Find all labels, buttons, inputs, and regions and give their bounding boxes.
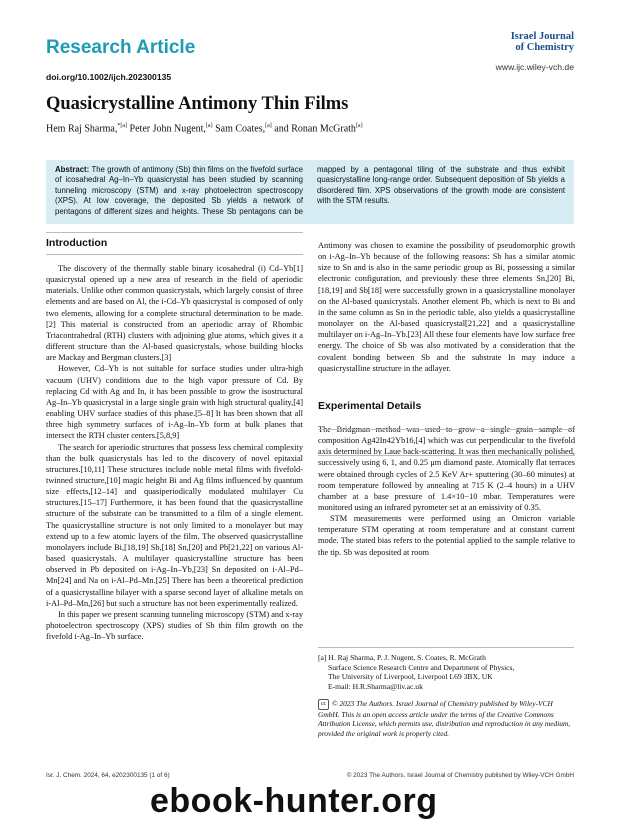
affiliation-line: The University of Liverpool, Liverpool L69 3BX, UK	[328, 672, 493, 682]
author-name: Hem Raj Sharma,	[46, 123, 118, 135]
journal-logo-line1: Israel Journal	[510, 31, 574, 42]
paragraph: The discovery of the thermally stable binary icosahedral (i) Cd–Yb[1] quasicrystal opened up a new area of research in the field of aperiodic materials. Unlike other common quasicrystals, which largely consist of three elements and are based on Al, the i-Cd–Yb quasicrystal is composed of only two elements, allowing for a complete structural determination to be made.[2] This material is constructed from an aperiodic array of Rhombic Triacontrahedral (RTH) clusters with adjoining glue atoms, which gives it a different structure than the Al-based quasicrystals, whose building blocks are Mackay and Bergman clusters.[3]	[46, 264, 303, 363]
affiliation-block	[318, 653, 574, 691]
footnote-rule	[318, 647, 574, 648]
affiliation-label: [a]	[318, 653, 327, 662]
left-column	[46, 237, 303, 642]
section-heading-introduction: Introduction	[46, 237, 108, 249]
abstract-text	[55, 165, 565, 217]
section-rule	[318, 429, 575, 430]
abstract-label: Abstract:	[55, 165, 90, 174]
page-footer	[46, 772, 574, 779]
footer-citation: Isr. J. Chem. 2024, 64, e202300135 (1 of 6)	[46, 772, 170, 779]
footer-copyright: © 2023 The Authors. Israel Journal of Chemistry published by Wiley-VCH GmbH	[346, 772, 574, 779]
paragraph: Antimony was chosen to examine the possibility of pseudomorphic growth on i-Ag–In–Yb because of the following reasons: Sb has a similar atomic size to Sn and is also in the same periodic group as Bi, possessing a similar electronic configuration, and previously these three elements Sn,[20] Bi,[18,19] and Sb[18] were successfully grown in a quasicrystalline monolayer on the Al-based quasicrystals. Another element Pb, which is next to Bi and in the same column as Sn in the periodic table, also yields a quasicrystalline monolayer on the Al-based quasicrystal[21,22] and a quasicrystalline multilayer on i-Ag–In–Yb.[23] All these four elements have low surface free energy. The choice of Sb was also motivated by a consideration that the covalent bonding between Sb and the substrate In may induce a quasicrystalline structure in the adlayer.	[318, 241, 575, 373]
author-name: Peter John Nugent,	[127, 123, 206, 135]
paragraph: However, Cd–Yb is not suitable for surface studies under ultra-high vacuum (UHV) conditions due to the high vapor pressure of Cd. By replacing Cd with Ag and In, it has been possible to grow the isostructural Ag–In–Yb quasicrystal in a large single grain with high structural quality,[4] enabling UHV surface studies of this phase.[5–8] It has been shown that all three high symmetry surfaces of i-Ag–In–Yb form at bulk planes that intersect the RTH cluster centers.[5,8,9]	[46, 364, 303, 441]
paragraph: In this paper we present scanning tunneling microscopy (STM) and x-ray photoelectron spectroscopy (XPS) studies of Sb thin film growth on the fivefold i-Ag–In–Yb surface.	[46, 609, 303, 642]
creative-commons-icon: cc	[318, 699, 329, 710]
doi-link[interactable]: doi.org/10.1002/ijch.202300135	[46, 72, 172, 82]
author-name: Sam Coates,	[212, 123, 266, 135]
section-rule	[46, 232, 303, 233]
author-affiliation-mark: *[a]	[117, 123, 128, 129]
journal-url-link[interactable]: www.ijc.wiley-vch.de	[495, 62, 574, 72]
article-type-label: Research Article	[46, 37, 196, 58]
introduction-body	[46, 263, 303, 642]
license-text: © 2023 The Authors. Israel Journal of Chemistry published by Wiley-VCH GmbH. This is an open access article under the terms of the Creative Commons Attribution License, which permits use, distribution and reproduction in any medium, provided the original work is properly cited.	[318, 699, 571, 738]
section-rule	[318, 455, 575, 456]
section-heading-experimental: Experimental Details	[318, 399, 422, 412]
paper-title: Quasicrystalline Antimony Thin Films	[46, 94, 349, 114]
abstract-body: The growth of antimony (Sb) thin films on the fivefold surface of icosahedral Ag–In–Yb quasicrystal has been studied by scanning tunneling microscopy (STM) and x-ray photoelectron spectroscopy (XPS). At low coverage, the deposited Sb yields a network of pentagons of different sizes and heights. These Sb pentagons can be mapped by a pentagonal tiling of the substrate and thus exhibit quasicrystalline long-range order. Subsequent deposition of Sb yields a disordered film. XPS observations of the growth mode are consistent with the STM results.	[55, 165, 565, 216]
journal-logo	[511, 31, 574, 53]
author-affiliation-mark: [a]	[265, 123, 272, 129]
experimental-body	[318, 424, 575, 558]
license-notice	[318, 699, 574, 738]
intro-continuation	[318, 240, 575, 374]
affiliation-names: H. Raj Sharma, P. J. Nugent, S. Coates, R. McGrath	[328, 653, 486, 662]
paragraph: The Bridgman method was used to grow a single grain sample of composition Ag42In42Yb16,[4] which was cut perpendicular to the fivefold axis determined by Laue back-scattering. It was then mechanically polished, successively using 6, 1, and 0.25 μm diamond paste. Atomically flat terraces were obtained through cycles of 2.5 KeV Ar+ sputtering (30–60 minutes) at room temperature followed by annealing at 715 K (2–4 hours) in a UHV chamber at a base pressure of 1.4×10−10 mbar. Temperatures were monitored using an infrared pyrometer set at an emissivity of 0.35.	[318, 424, 575, 512]
abstract-box	[46, 160, 574, 224]
paragraph: STM measurements were performed using an Omicron variable temperature STM operating at room temperature and at constant current mode. The stated bias refers to the potential applied to the sample relative to the tip. Sb was deposited at room	[318, 514, 575, 557]
affiliation-email[interactable]: E-mail: H.R.Sharma@liv.ac.uk	[328, 681, 423, 691]
author-affiliation-mark: [a]	[355, 123, 363, 129]
author-name: and Ronan McGrath	[271, 123, 356, 135]
right-column	[318, 240, 575, 558]
section-rule	[46, 254, 303, 255]
watermark: ebook-hunter.org	[150, 782, 438, 820]
author-affiliation-mark: [a]	[205, 123, 213, 129]
journal-logo-line2: of Chemistry	[515, 42, 574, 53]
paragraph: The search for aperiodic structures that possess less chemical complexity than the bulk quasicrystals has led to the discovery of novel epitaxial structures.[10,11] These structures include noble metal films with fivefold-twinned structure,[10] magic height Bi and Ag films influenced by quantum size effects,[12–14] and quasiperiodically modulated multilayer Cu structures.[15–17] Furthermore, it has been found that the quasicrystalline structure of the substrate can be transmitted to a film of a single element. The quasicrystalline structure is not only limited to a monolayer but may extend up to a few atomic layers of the film. The observed quasicrystalline monolayers include Bi,[18,19] Sb,[18] Sn,[20] and Pb[21,22] on various Al-based quasicrystals. A multilayer quasicrystalline structure has been observed in Pb deposited on i-Ag–In–Yb,[23] Sn deposited on i-Al–Pd–Mn[24] and Na on i-Al–Pd–Mn.[25] There has been a theoretical prediction of a quasicrystalline bilayer with a sparse second layer of alkaline metals on i-Al–Pd–Mn,[26] but such a structure has not been experimentally realized.	[46, 442, 303, 608]
affiliation-line: Surface Science Research Centre and Department of Physics,	[328, 662, 515, 672]
author-list	[46, 123, 363, 134]
